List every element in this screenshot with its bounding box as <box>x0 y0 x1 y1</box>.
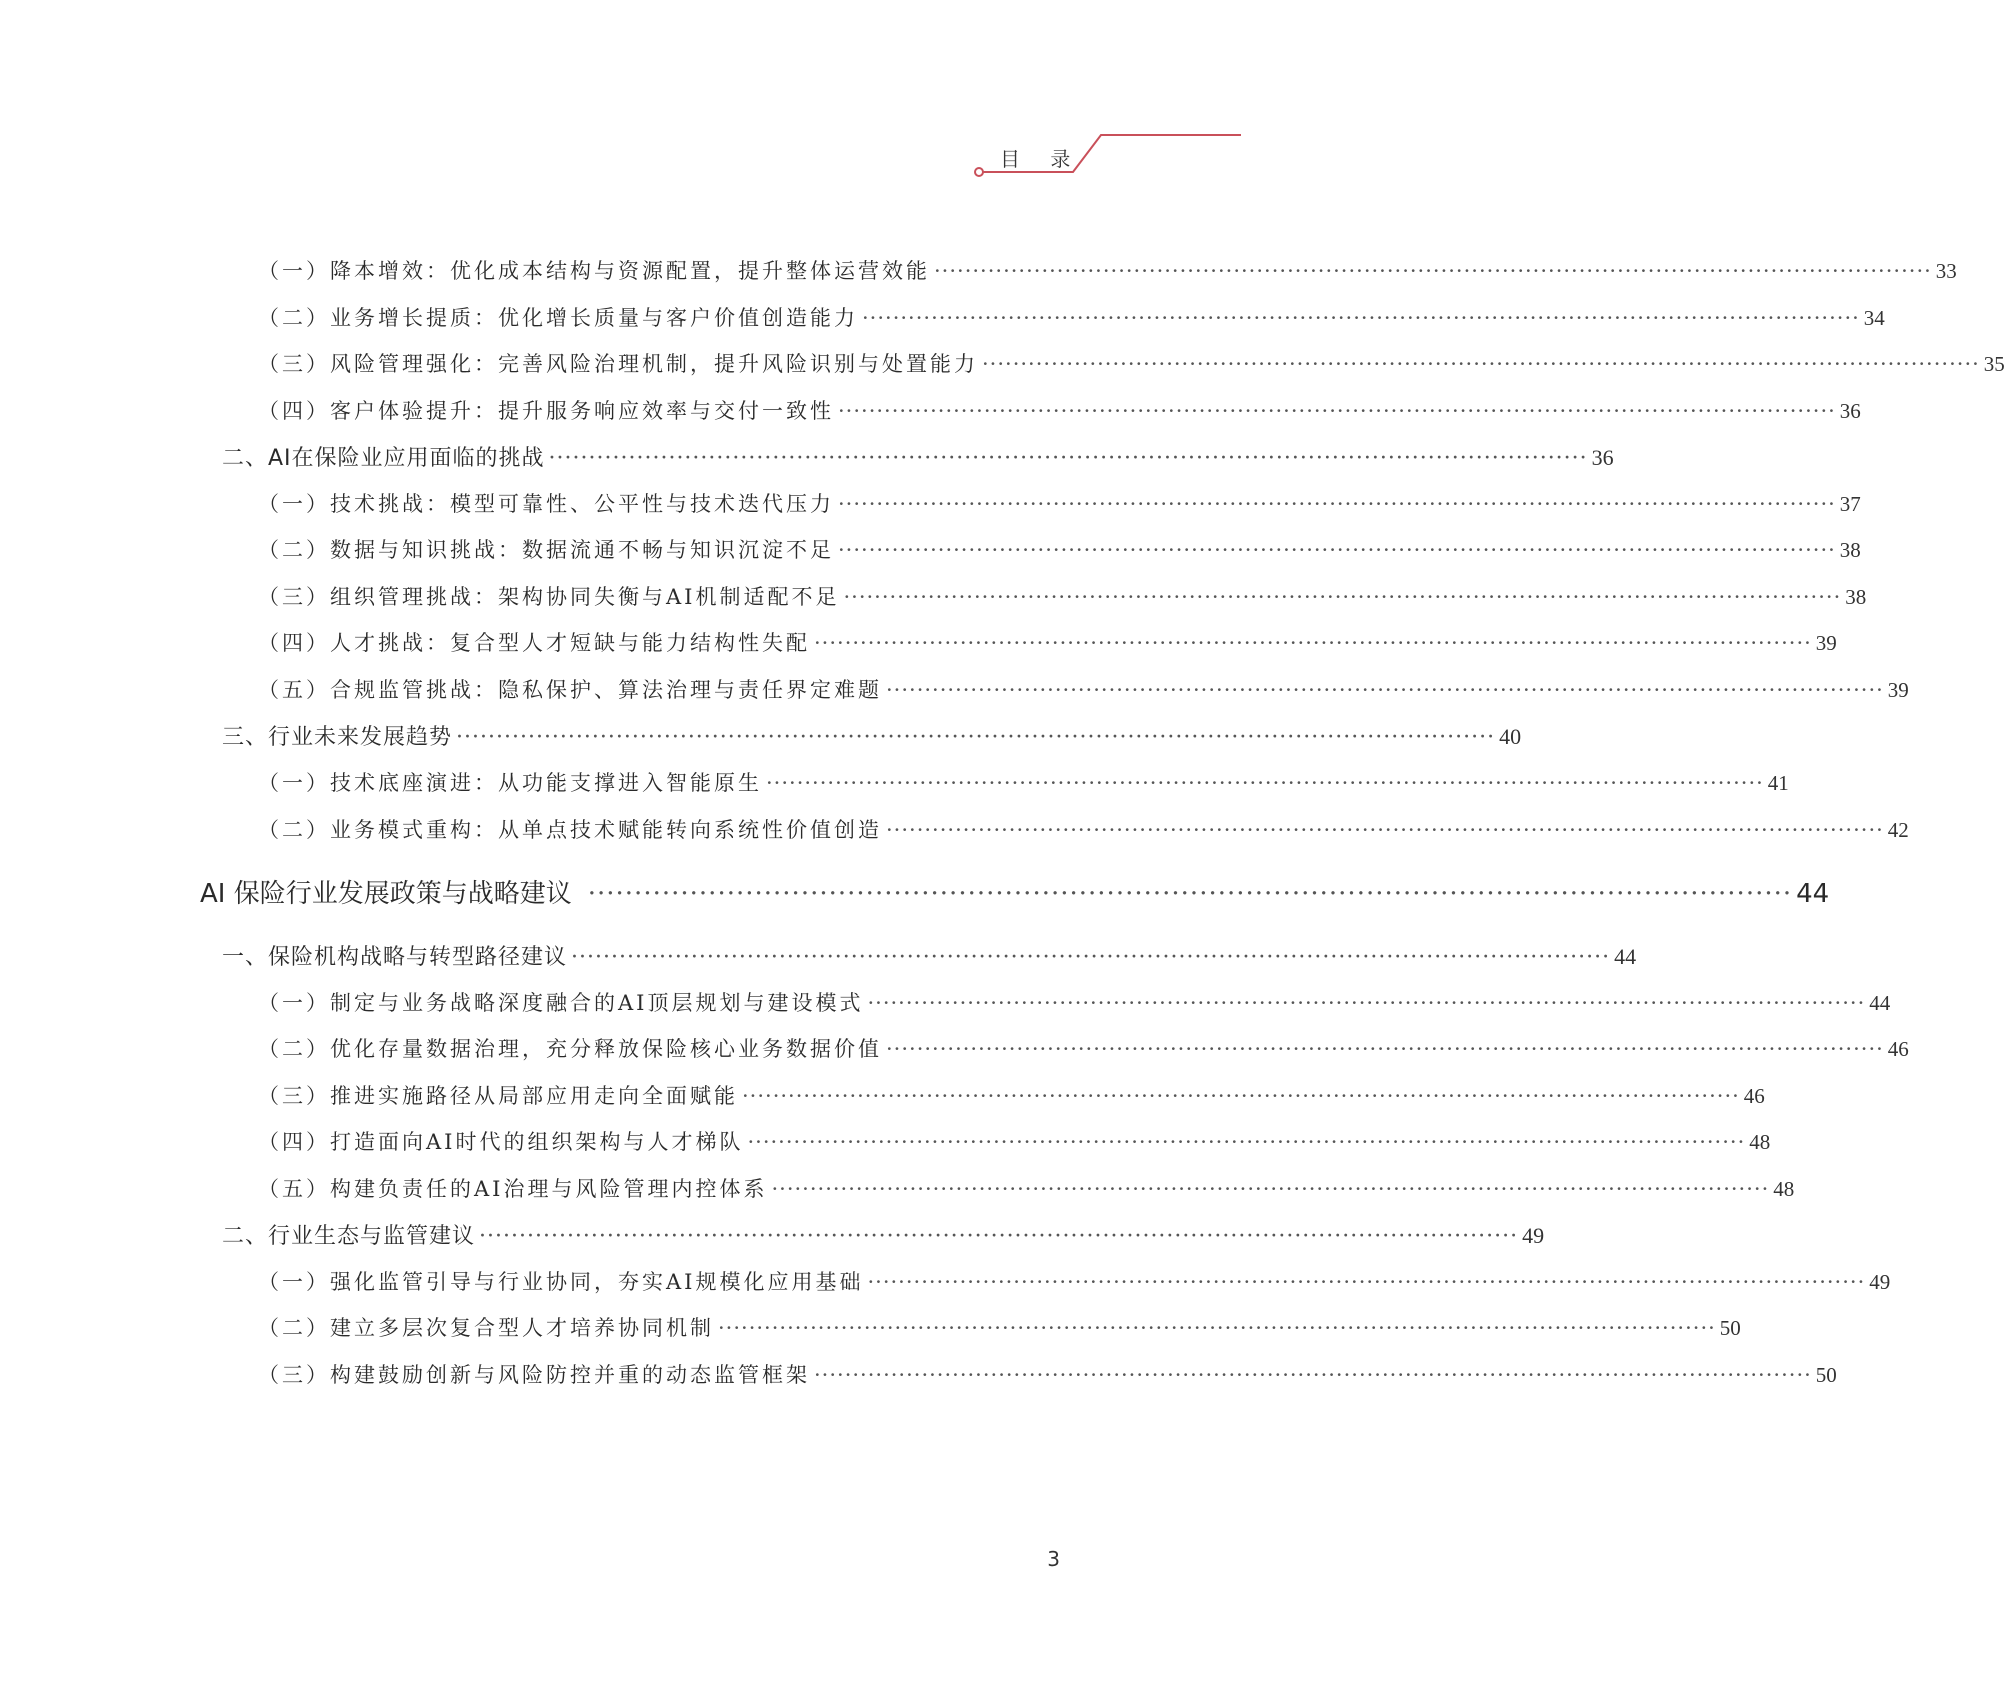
toc-entry-title: （二）业务增长提质：优化增长质量与客户价值创造能力 <box>258 306 858 330</box>
toc-entry-title: 三、行业未来发展趋势 <box>222 725 453 750</box>
toc-dot-leader: ·································································································································· <box>886 818 1884 842</box>
toc-page-number: 49 <box>1869 1270 1891 1294</box>
toc-dot-leader: ·································································································································· <box>982 352 1980 376</box>
toc-subsection-entry[interactable] <box>258 1359 1837 1389</box>
toc-dot-leader: ·································································································································· <box>771 1177 1770 1201</box>
toc-entry-title: （二）数据与知识挑战：数据流通不畅与知识沉淀不足 <box>258 538 834 562</box>
toc-page-number: 36 <box>1839 399 1861 423</box>
toc-dot-leader: ·································································································································· <box>548 446 1588 471</box>
toc-entry-title: （四）打造面向AI时代的组织架构与人才梯队 <box>258 1130 744 1154</box>
toc-entry-title: （三）组织管理挑战：架构协同失衡与AI机制适配不足 <box>258 585 840 609</box>
toc-dot-leader: ·································································································································· <box>838 399 1836 423</box>
toc-page-number: 48 <box>1749 1130 1771 1154</box>
toc-page-number: 41 <box>1767 771 1789 795</box>
toc-entry-title: （一）强化监管引导与行业协同，夯实AI规模化应用基础 <box>258 1270 864 1294</box>
toc-section-entry[interactable] <box>222 441 1614 472</box>
toc-entry-title: （二）业务模式重构：从单点技术赋能转向系统性价值创造 <box>258 818 882 842</box>
toc-entry-title: （三）推进实施路径从局部应用走向全面赋能 <box>258 1084 738 1108</box>
toc-dot-leader: ·································································································································· <box>886 1037 1884 1061</box>
toc-page-number: 38 <box>1845 585 1867 609</box>
toc-subsection-entry[interactable] <box>258 534 1861 564</box>
toc-dot-leader: ·································································································································· <box>814 631 1812 655</box>
page-number: 3 <box>1047 1547 1060 1571</box>
toc-dot-leader: ·································································································································· <box>838 538 1836 562</box>
toc-subsection-entry[interactable] <box>258 302 1885 332</box>
header-title: 目 录 <box>1000 147 1083 171</box>
toc-entry-title: （一）技术挑战：模型可靠性、公平性与技术迭代压力 <box>258 492 834 516</box>
toc-page-number: 50 <box>1719 1316 1741 1340</box>
toc-page-number: 50 <box>1815 1363 1837 1387</box>
toc-entry-title: （一）技术底座演进：从功能支撑进入智能原生 <box>258 771 762 795</box>
toc-page-number: 44 <box>1796 879 1830 909</box>
toc-page-number: 42 <box>1887 818 1909 842</box>
toc-dot-leader: ·································································································································· <box>843 585 1842 609</box>
toc-page-number: 39 <box>1815 631 1837 655</box>
toc-dot-leader: ·································································································································· <box>867 991 1866 1015</box>
toc-subsection-entry[interactable] <box>258 627 1837 657</box>
toc-entry-title: （四）人才挑战：复合型人才短缺与能力结构性失配 <box>258 631 810 655</box>
toc-page-number: 48 <box>1773 1177 1795 1201</box>
toc-page-number: 33 <box>1935 259 1957 283</box>
toc-dot-leader: ·································································································································· <box>766 771 1764 795</box>
toc-dot-leader: ·································································································································· <box>571 945 1611 970</box>
toc-entry-title: （五）合规监管挑战：隐私保护、算法治理与责任界定难题 <box>258 678 882 702</box>
toc-dot-leader: ·································································································································· <box>587 879 1793 909</box>
toc-page-number: 36 <box>1591 445 1614 470</box>
toc-dot-leader: ·································································································································· <box>814 1363 1812 1387</box>
toc-subsection-entry[interactable] <box>258 395 1861 425</box>
header-accent-dot <box>975 168 983 176</box>
toc-entry-title: （四）客户体验提升：提升服务响应效率与交付一致性 <box>258 399 834 423</box>
toc-subsection-entry[interactable] <box>258 674 1909 704</box>
toc-dot-leader: ·································································································································· <box>934 259 1932 283</box>
toc-subsection-entry[interactable] <box>258 814 1909 844</box>
toc-subsection-entry[interactable] <box>258 1033 1909 1063</box>
toc-dot-leader: ·································································································································· <box>742 1084 1740 1108</box>
toc-subsection-entry[interactable] <box>258 1080 1765 1110</box>
toc-dot-leader: ·································································································································· <box>747 1130 1746 1154</box>
toc-subsection-entry[interactable] <box>258 1266 1891 1296</box>
toc-dot-leader: ·································································································································· <box>862 306 1860 330</box>
toc-page-number: 35 <box>1983 352 2005 376</box>
toc-subsection-entry[interactable] <box>258 255 1957 285</box>
toc-entry-title: （五）构建负责任的AI治理与风险管理内控体系 <box>258 1177 768 1201</box>
toc-subsection-entry[interactable] <box>258 1126 1771 1156</box>
toc-entry-title: （二）优化存量数据治理，充分释放保险核心业务数据价值 <box>258 1037 882 1061</box>
toc-subsection-entry[interactable] <box>258 767 1789 797</box>
toc-dot-leader: ·································································································································· <box>479 1224 1519 1249</box>
toc-entry-title: （一）降本增效：优化成本结构与资源配置，提升整体运营效能 <box>258 259 930 283</box>
toc-page-number: 49 <box>1522 1223 1545 1248</box>
toc-dot-leader: ·································································································································· <box>456 725 1496 750</box>
toc-page-number: 40 <box>1499 724 1522 749</box>
toc-page-number: 44 <box>1869 991 1891 1015</box>
toc-section-entry[interactable] <box>222 720 1522 751</box>
toc-dot-leader: ·································································································································· <box>718 1316 1716 1340</box>
toc-entry-title: 二、AI在保险业应用面临的挑战 <box>222 446 545 471</box>
toc-page-number: 37 <box>1839 492 1861 516</box>
toc-entry-title: （三）风险管理强化：完善风险治理机制，提升风险识别与处置能力 <box>258 352 978 376</box>
toc-page-number: 39 <box>1887 678 1909 702</box>
toc-subsection-entry[interactable] <box>258 1312 1741 1342</box>
toc-entry-title: （一）制定与业务战略深度融合的AI顶层规划与建设模式 <box>258 991 864 1015</box>
toc-chapter-entry[interactable] <box>200 873 1830 910</box>
toc-entry-title: （三）构建鼓励创新与风险防控并重的动态监管框架 <box>258 1363 810 1387</box>
toc-subsection-entry[interactable] <box>258 348 2005 378</box>
toc-subsection-entry[interactable] <box>258 581 1867 611</box>
toc-entry-title: AI 保险行业发展政策与战略建议 <box>200 879 572 909</box>
toc-section-entry[interactable] <box>222 1219 1545 1250</box>
toc-entry-title: 一、保险机构战略与转型路径建议 <box>222 945 568 970</box>
toc-subsection-entry[interactable] <box>258 1173 1795 1203</box>
toc-page-number: 44 <box>1614 944 1637 969</box>
toc-subsection-entry[interactable] <box>258 987 1891 1017</box>
toc-dot-leader: ·································································································································· <box>886 678 1884 702</box>
toc-entry-title: （二）建立多层次复合型人才培养协同机制 <box>258 1316 714 1340</box>
toc-dot-leader: ·································································································································· <box>867 1270 1866 1294</box>
toc-section-entry[interactable] <box>222 940 1637 971</box>
toc-entry-title: 二、行业生态与监管建议 <box>222 1224 476 1249</box>
toc-dot-leader: ·································································································································· <box>838 492 1836 516</box>
toc-page-number: 46 <box>1743 1084 1765 1108</box>
toc-subsection-entry[interactable] <box>258 488 1861 518</box>
toc-page-number: 34 <box>1863 306 1885 330</box>
toc-page-number: 38 <box>1839 538 1861 562</box>
toc-page-number: 46 <box>1887 1037 1909 1061</box>
